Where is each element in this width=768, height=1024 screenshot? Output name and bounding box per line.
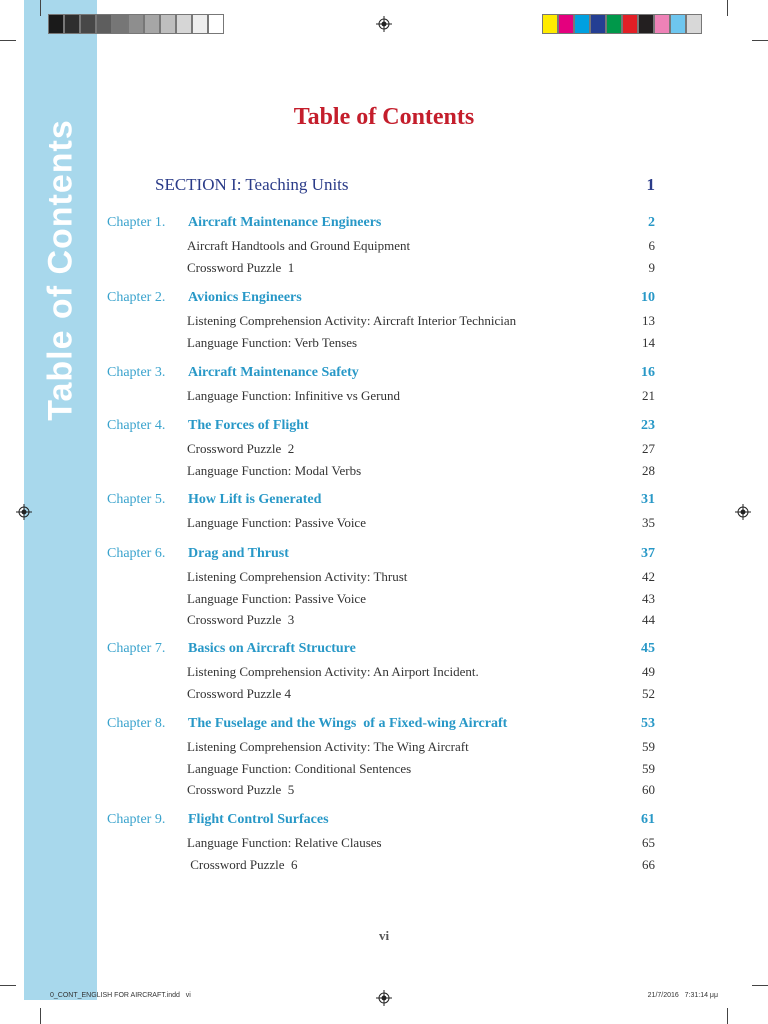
toc-subitem-row [0, 686, 768, 706]
subitem-title: Crossword Puzzle 3 [187, 612, 295, 628]
subitem-title: Listening Comprehension Activity: Aircraft Interior Technician [187, 313, 517, 328]
chapter-title: The Fuselage and the Wings of a Fixed-wing Aircraft [188, 716, 508, 731]
chapter-page: 10 [641, 290, 655, 305]
color-swatch [558, 14, 574, 34]
chapter-label: Chapter 1. [107, 215, 166, 230]
toc-chapter-row [0, 812, 768, 832]
crop-mark [727, 1008, 728, 1024]
color-swatch [128, 14, 144, 34]
toc-subitem-row [0, 739, 768, 759]
subitem-title: Listening Comprehension Activity: An Airport Incident. [187, 664, 479, 679]
toc-subitem-row [0, 569, 768, 589]
subitem-page: 65 [642, 835, 655, 850]
color-swatch [208, 14, 224, 34]
toc-subitem-row [0, 782, 768, 802]
color-swatch [686, 14, 702, 34]
subitem-title: Language Function: Conditional Sentences [187, 760, 412, 776]
color-swatch [606, 14, 622, 34]
subitem-page: 59 [642, 739, 655, 754]
chapter-label: Chapter 9. [107, 812, 166, 827]
toc-subitem-row [0, 591, 768, 611]
subitem-title: Crossword Puzzle 1 [187, 259, 295, 275]
color-swatch [574, 14, 590, 34]
subitem-page: 49 [642, 664, 655, 679]
chapter-label: Chapter 6. [107, 546, 166, 561]
color-swatch [622, 14, 638, 34]
chapter-page: 61 [641, 812, 655, 827]
color-swatch [654, 14, 670, 34]
chapter-label: Chapter 5. [107, 492, 166, 507]
subitem-page: 6 [648, 238, 655, 253]
crop-mark [752, 985, 768, 986]
color-swatch [160, 14, 176, 34]
color-swatch [112, 14, 128, 34]
color-swatch [542, 14, 558, 34]
subitem-page: 60 [642, 782, 655, 798]
page-number: vi [378, 928, 390, 943]
subitem-page: 35 [642, 515, 655, 530]
subitem-title: Language Function: Modal Verbs [187, 462, 362, 478]
subitem-page: 44 [642, 612, 655, 628]
color-swatch [192, 14, 208, 34]
toc-subitem-row [0, 260, 768, 280]
chapter-title: Drag and Thrust [188, 546, 289, 561]
subitem-page: 9 [648, 259, 655, 275]
crop-mark [727, 0, 728, 16]
subitem-title: Crossword Puzzle 5 [187, 782, 295, 798]
toc-subitem-row [0, 835, 768, 855]
chapter-title: Aircraft Maintenance Safety [188, 365, 359, 380]
toc-chapter-row [0, 546, 768, 566]
chapter-title: Avionics Engineers [188, 290, 302, 305]
chapter-page: 37 [641, 546, 655, 561]
subitem-title: Aircraft Handtools and Ground Equipment [187, 238, 411, 253]
toc-subitem-row [0, 515, 768, 535]
chapter-label: Chapter 3. [107, 365, 166, 380]
crop-mark [40, 0, 41, 16]
toc-chapter-row [0, 290, 768, 310]
subitem-title: Language Function: Passive Voice [187, 590, 366, 606]
registration-mark-icon [376, 990, 392, 1006]
chapter-title: Aircraft Maintenance Engineers [188, 215, 382, 230]
chapter-title: How Lift is Generated [188, 492, 322, 507]
toc-chapter-row [0, 365, 768, 385]
color-swatch [64, 14, 80, 34]
color-swatch [590, 14, 606, 34]
chapter-label: Chapter 2. [107, 290, 166, 305]
toc-chapter-row [0, 492, 768, 512]
toc-chapter-row [0, 418, 768, 438]
chapter-page: 45 [641, 641, 655, 656]
subitem-title: Crossword Puzzle 6 [187, 856, 298, 872]
color-swatch-bar [542, 14, 702, 34]
chapter-page: 16 [641, 365, 655, 380]
chapter-page: 31 [641, 492, 655, 507]
subitem-page: 27 [642, 441, 655, 456]
crop-mark [40, 1008, 41, 1024]
sidebar-vertical-title: Table of Contents [41, 119, 80, 421]
toc-chapter-row [0, 641, 768, 661]
section-page: 1 [646, 175, 655, 194]
color-swatch [48, 14, 64, 34]
color-swatch [80, 14, 96, 34]
slug-file-info: 0_CONT_ENGLISH FOR AIRCRAFT.indd vi [50, 992, 191, 999]
crop-mark [0, 985, 16, 986]
subitem-title: Listening Comprehension Activity: Thrust [187, 569, 408, 584]
chapter-label: Chapter 7. [107, 641, 166, 656]
subitem-title: Crossword Puzzle 2 [187, 441, 295, 456]
gray-swatch-bar [48, 14, 224, 34]
toc-subitem-row [0, 388, 768, 408]
subitem-page: 59 [642, 760, 655, 776]
toc-subitem-row [0, 463, 768, 483]
crop-mark [0, 40, 16, 41]
subitem-title: Crossword Puzzle 4 [187, 685, 291, 701]
chapter-page: 2 [648, 215, 655, 230]
color-swatch [176, 14, 192, 34]
subitem-page: 66 [642, 856, 655, 872]
color-swatch [670, 14, 686, 34]
section-label: SECTION I: Teaching Units [155, 175, 349, 194]
color-swatch [96, 14, 112, 34]
crop-mark [752, 40, 768, 41]
toc-subitem-row [0, 857, 768, 877]
subitem-page: 43 [642, 590, 655, 606]
page-title: Table of Contents [293, 104, 475, 130]
chapter-page: 23 [641, 418, 655, 433]
toc-subitem-row [0, 441, 768, 461]
toc-chapter-row [0, 716, 768, 736]
subitem-page: 13 [642, 313, 655, 328]
toc-subitem-row [0, 238, 768, 258]
chapter-label: Chapter 4. [107, 418, 166, 433]
color-swatch [144, 14, 160, 34]
color-swatch [638, 14, 654, 34]
chapter-page: 53 [641, 716, 655, 731]
subitem-page: 42 [642, 569, 655, 584]
subitem-page: 14 [642, 334, 655, 350]
subitem-page: 52 [642, 685, 655, 701]
subitem-title: Listening Comprehension Activity: The Wing Aircraft [187, 739, 469, 754]
subitem-page: 28 [642, 462, 655, 478]
subitem-title: Language Function: Passive Voice [187, 515, 366, 530]
chapter-title: Basics on Aircraft Structure [188, 641, 356, 656]
chapter-title: The Forces of Flight [188, 418, 309, 433]
slug-timestamp: 21/7/2016 7:31:14 μμ [647, 992, 718, 999]
subitem-title: Language Function: Relative Clauses [187, 835, 382, 850]
toc-subitem-row [0, 761, 768, 781]
toc-subitem-row [0, 612, 768, 632]
toc-subitem-row [0, 335, 768, 355]
toc-subitem-row [0, 313, 768, 333]
subitem-title: Language Function: Verb Tenses [187, 334, 358, 350]
registration-mark-icon [376, 16, 392, 32]
subitem-title: Language Function: Infinitive vs Gerund [187, 388, 401, 403]
subitem-page: 21 [642, 388, 655, 403]
toc-chapter-row [0, 215, 768, 235]
chapter-title: Flight Control Surfaces [188, 812, 329, 827]
toc-subitem-row [0, 664, 768, 684]
chapter-label: Chapter 8. [107, 716, 166, 731]
